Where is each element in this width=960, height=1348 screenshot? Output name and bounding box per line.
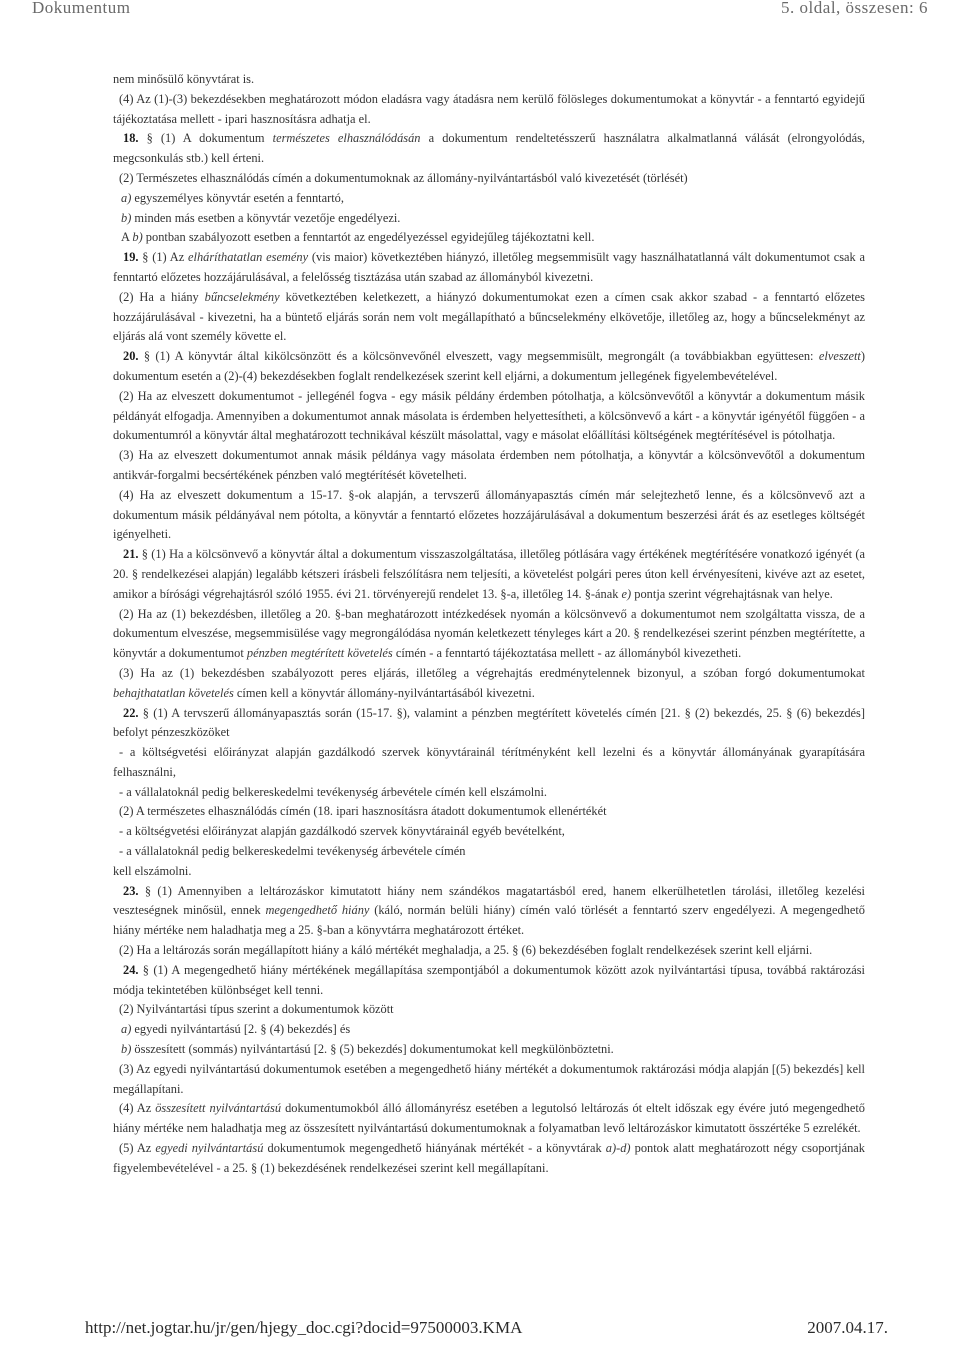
section-number: 19.: [123, 250, 139, 265]
paragraph: (4) Ha az elveszett dokumentum a 15-17. §-ok alapján, a tervszerű állományapasztás címén már selejtezhető lenne, és a kölcsönvevő azt a dokumentum másik példányával nem pótolta, a könyvtár a fenntartó előzetes hozzájárulásával a dokumentum beszerzési árát és az esetleges költségét igényelheti.: [113, 487, 865, 542]
paragraph: (3) Ha az elveszett dokumentumot annak másik példánya vagy másolata érdemben nem pótolhatja, a könyvtár a kölcsönvevőtől a dokumentum antikvár-forgalmi becsértékének pénzben való megtérítését követelheti.: [113, 448, 865, 482]
paragraph: (2) Nyilvántartási típus szerint a dokumentumok között: [119, 1002, 394, 1017]
paragraph: (3) Az egyedi nyilvántartású dokumentumok esetében a megengedhető hiány mértékét a dokumentumok raktározási módja alapján [(5) bekezdés] kell megállapítani.: [113, 1061, 865, 1096]
list-item: b) összesített (sommás) nyilvántartású [2. § (5) bekezdés] dokumentumokat kell megkülönböztetni.: [121, 1042, 614, 1057]
defined-term: természetes elhasználódásán: [272, 131, 421, 146]
section-19: 19. § (1) Az elháríthatatlan esemény (vis maior) következtében hiányzó, illetőleg megsemmisült vagy használhatatlanná vált dokumentumot csak a fenntartó előzetes hozzájárulásával, a felelősség tisztázása után szabad az állományból kivezetni.: [113, 250, 866, 284]
defined-term: pénzben megtérített követelés: [246, 646, 393, 661]
section-number: 24.: [123, 962, 139, 977]
footer-url: http://net.jogtar.hu/jr/gen/hjegy_doc.cgi?docid=97500003.KMA: [85, 1318, 523, 1337]
list-item: a) egyedi nyilvántartású [2. § (4) bekezdés] és: [121, 1022, 351, 1037]
paragraph: (2) Ha a leltározás során megállapított hiány a káló mértékét meghaladja, a 25. § (6) bekezdésében foglalt rendelkezések szerint kell eljárni.: [119, 943, 813, 958]
paragraph: (5) Az egyedi nyilvántartású dokumentumok megengedhető hiányának mértékét - a könyvtárak a)-d) pontok alatt meghatározott négy csoportjának figyelembevételével - a 25. § (1) bekezdésének rendelkezései szerint kell megállapítani.: [113, 1141, 865, 1175]
list-item: - a költségvetési előirányzat alapján gazdálkodó szervek könyvtárainál térítményként kell lezelni és a könyvtár állományának gyarapítására felhasználni,: [113, 745, 865, 779]
list-item: - a vállalatoknál pedig belkereskedelmi tevékenység árbevétele címén kell elszámolni.: [119, 784, 547, 799]
paragraph: (2) Ha a hiány bűncselekmény következtében keletkezett, a hiányzó dokumentumokat ezen a címen csak akkor szabad - a fenntartó előzetes hozzájárulásával - kivezetni, ha a büntető eljárás során nem volt megállapítható a bűncselekmény elkövetője, illetőleg az, hogy a bűncselekményt az eljárás alá vont személy követte el.: [113, 289, 865, 344]
section-21: 21. § (1) Ha a kölcsönvevő a könyvtár által a dokumentum visszaszolgáltatása, illetőleg pótlására vagy értékének megtérítésére vonatkozó igényét (a 20. § rendelkezései alapján) legalább kétszeri írásbeli felszólításra nem teljesíti, a követelést polgári peres úton kell érvényesíteni, kivéve azt az esetet, amikor a bírósági végrehajtásról szóló 1955. évi 21. törvényerejű rendelet 13. §-a, illetőleg 14. §-ának e) pontja szerint végrehajtásnak van helye.: [113, 547, 865, 601]
document-body: [113, 70, 865, 1179]
paragraph: nem minősülő könyvtárat is.: [113, 72, 255, 86]
defined-term: elháríthatatlan esemény: [188, 250, 309, 265]
section-18: 18. § (1) A dokumentum természetes elhasználódásán a dokumentum rendeltetésszerű használatra alkalmatlanná válását (elrongyolódás, megcsonkulás stb.) kell érteni.: [113, 131, 865, 166]
section-22: 22. § (1) A tervszerű állományapasztás során (15-17. §), valamint a pénzben megtérített követelés címén [21. § (2) bekezdés, 25. § (6) bekezdés] befolyt pénzeszközöket: [113, 705, 865, 740]
page-header: [0, 0, 960, 26]
paragraph: (2) Ha az elveszett dokumentumot - jellegénél fogva - egy másik példány érdemben pótolhatja, a kölcsönvevőtől a könyvtár a dokumentum másik példányát elfogadja. Amennyiben a dokumentumot annak másolata is érdemben helyettesítheti, a kölcsönvevő a kárt - a könyvtár igényétől függően - a dokumentumról a könyvtár által meghatározott technikával készült másolattal, vagy e másolat előállítási költségének megtérítésével is pótolhatja.: [113, 388, 865, 443]
section-20: 20. § (1) A könyvtár által kikölcsönzött és a kölcsönvevőnél elveszett, vagy megsemmisült, megrongált (a továbbiakban együttesen: elveszett) dokumentum esetén a (2)-(4) bekezdésekben foglalt rendelkezések szerint kell eljárni, a dokumentum jellegének figyelembevételével.: [113, 349, 865, 383]
defined-term: bűncselekmény: [204, 289, 280, 304]
defined-term: behajthatatlan követelés: [113, 685, 234, 700]
section-24: 24. § (1) A megengedhető hiány mértékének megállapítása szempontjából a dokumentumok között azok nyilvántartási típusa, továbbá raktározási módja tekintetében különbséget kell tenni.: [113, 962, 865, 997]
paragraph: A b) pontban szabályozott esetben a fenntartót az engedélyezéssel egyidejűleg tájékoztatni kell.: [121, 230, 595, 245]
defined-term: elveszett: [818, 349, 861, 364]
section-number: 20.: [123, 349, 139, 364]
list-item: - a költségvetési előirányzat alapján gazdálkodó szervek könyvtárainál egyéb bevételként,: [119, 824, 565, 839]
list-item: a) egyszemélyes könyvtár esetén a fenntartó,: [121, 190, 344, 205]
paragraph: (4) Az (1)-(3) bekezdésekben meghatározott módon eladásra vagy átadásra nem kerülő fölösleges dokumentumokat a könyvtár - a fenntartó egyidejű tájékoztatása mellett - ipari hasznosításra adhatja el.: [113, 91, 865, 126]
header-page-counter: 5. oldal, összesen: 6: [781, 0, 928, 17]
defined-term: összesített nyilvántartású: [155, 1101, 282, 1116]
page-footer: [0, 1318, 960, 1348]
paragraph: (3) Ha az (1) bekezdésben szabályozott peres eljárás, illetőleg a végrehajtás eredménytelennek bizonyul, a szóban forgó dokumentumokat behajthatatlan követelés címen kell a könyvtár állomány-nyilvántartásából kivezetni.: [113, 665, 865, 700]
defined-term: megengedhető hiány: [265, 903, 370, 918]
paragraph: kell elszámolni.: [113, 863, 192, 878]
paragraph: (2) A természetes elhasználódás címén (18. ipari hasznosításra átadott dokumentumok ellenértékét: [119, 804, 607, 819]
paragraph: (4) Az összesített nyilvántartású dokumentumokból álló állományrész esetében a legutolsó leltározás ót eltelt időszak egy évére jutó megengedhető hiány mértéke nem haladhatja meg az összesített nyilvántartású dokumentumoknak a folyamatban levő leltározáskor kimutatott összértéke 5 ezrelékét.: [113, 1101, 865, 1136]
header-doc-label: Dokumentum: [32, 0, 131, 17]
paragraph: (2) Természetes elhasználódás címén a dokumentumoknak az állomány-nyilvántartásból való kivezetését (törlését): [119, 170, 688, 185]
section-number: 18.: [123, 131, 139, 146]
section-number: 22.: [123, 705, 139, 720]
list-item: - a vállalatoknál pedig belkereskedelmi tevékenység árbevétele címén: [119, 844, 466, 859]
defined-term: egyedi nyilvántartású: [155, 1141, 264, 1156]
paragraph: (2) Ha az (1) bekezdésben, illetőleg a 20. §-ban meghatározott intézkedések nyomán a kölcsönvevő a dokumentumot nem szolgáltatta vissza, de a dokumentum elveszése, megsemmisülése vagy megrongálódása nyomán keletkezett tényleges kárt a 20. § rendelkezései szerint pénzben megtérítette, a könyvtár a dokumentumot pénzben megtérített követelés címén - a fenntartó tájékoztatása mellett - az állományból kivezetheti.: [113, 606, 865, 661]
section-number: 23.: [123, 883, 139, 898]
section-23: 23. § (1) Amennyiben a leltározáskor kimutatott hiány nem szándékos magatartásból ered, hanem elkerülhetetlen tárolási, illetőleg kezelési veszteségnek minősül, ennek megengedhető hiány (káló, normán belüli hiány) címén való törlését a fenntartó szerv engedélyezi. A megengedhető hiány mértéke nem haladhatja meg a 25. §-ban a könyvtárra meghatározott értéket.: [113, 883, 865, 938]
list-item: b) minden más esetben a könyvtár vezetője engedélyezi.: [121, 210, 401, 225]
footer-date: 2007.04.17.: [807, 1318, 888, 1337]
section-number: 21.: [123, 547, 139, 562]
